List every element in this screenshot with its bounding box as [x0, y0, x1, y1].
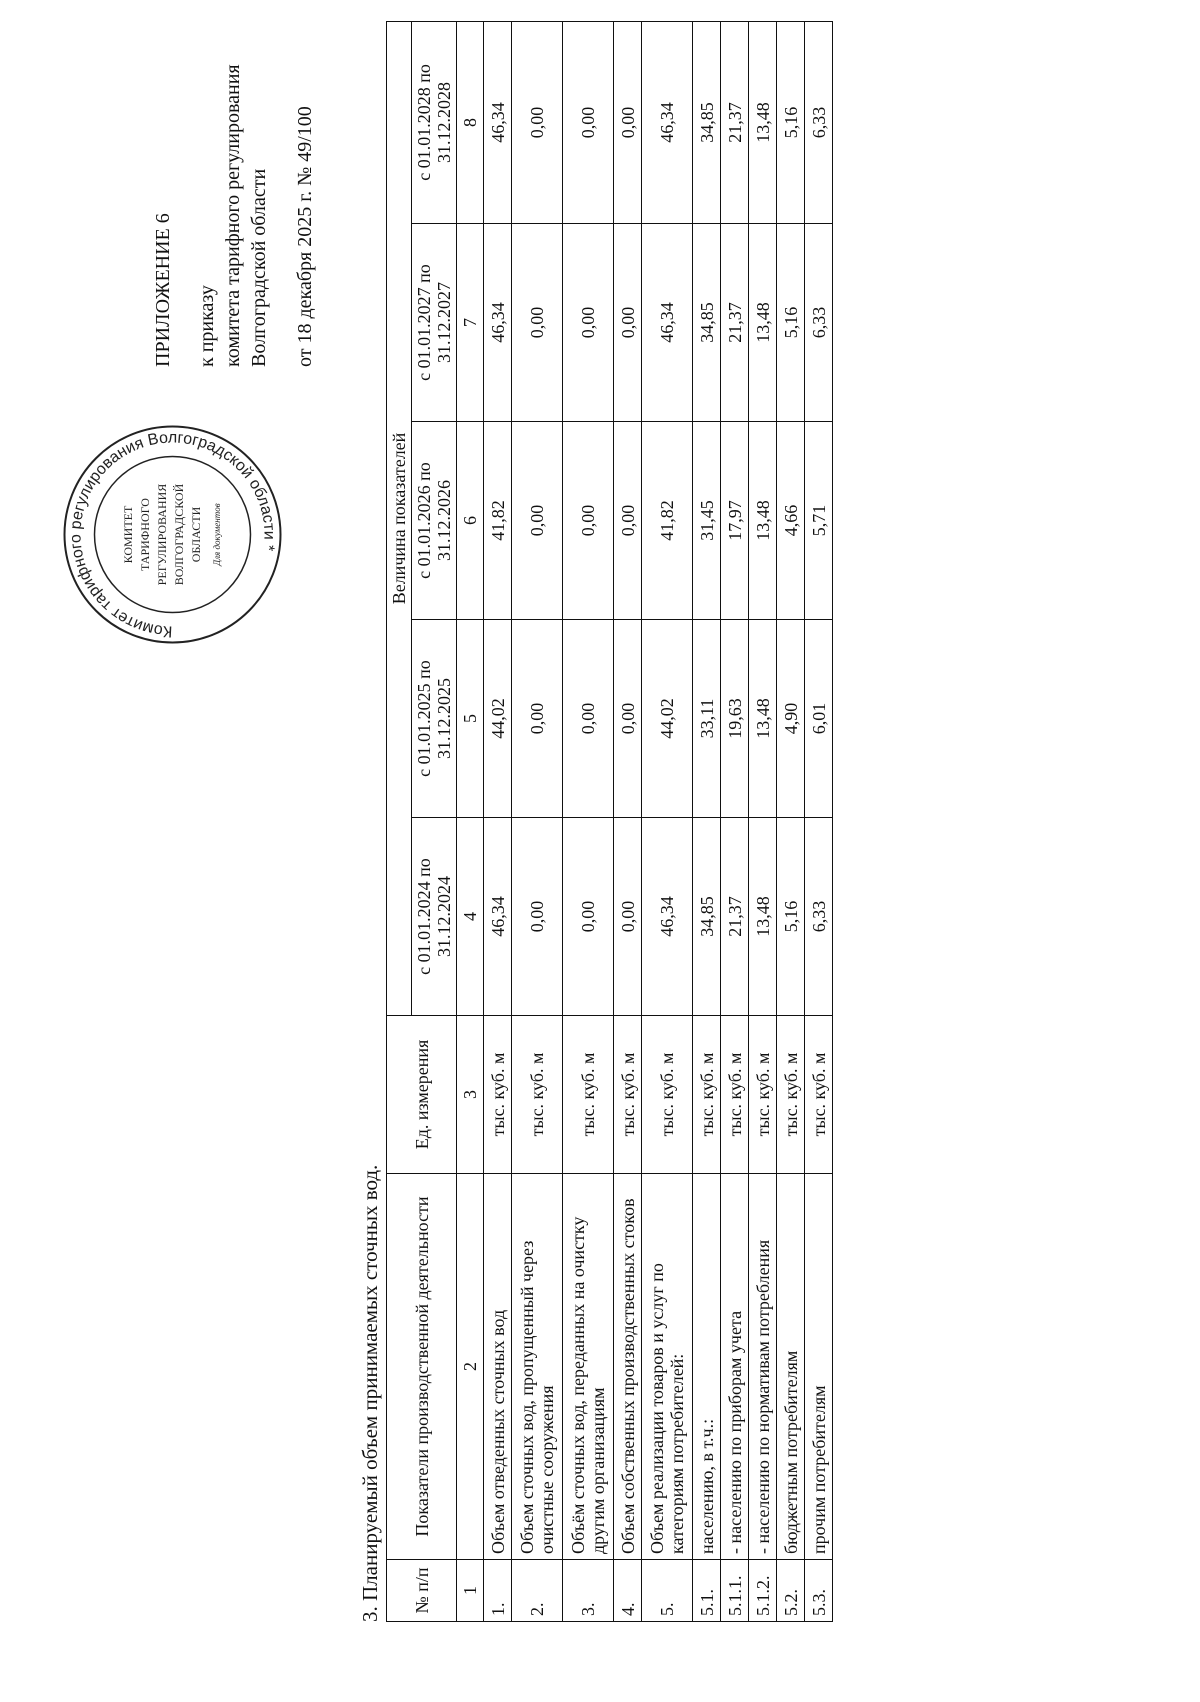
unit-cell: тыс. куб. м — [721, 1016, 749, 1174]
value-cell: 21,37 — [721, 818, 749, 1016]
order-date: от 18 декабря 2025 г. № 49/100 — [294, 106, 316, 367]
indicator-name: - населению по нормативам потребления — [749, 1174, 777, 1560]
appendix-title: ПРИЛОЖЕНИЕ 6 — [152, 213, 174, 367]
unit-cell: тыс. куб. м — [614, 1016, 642, 1174]
value-cell: 4,90 — [777, 620, 805, 818]
unit-cell: тыс. куб. м — [777, 1016, 805, 1174]
row-number: 5.1.1. — [721, 1560, 749, 1622]
column-index: 4 — [457, 818, 484, 1016]
unit-cell: тыс. куб. м — [512, 1016, 563, 1174]
value-cell: 0,00 — [563, 224, 614, 422]
section-title: 3. Планируемый объем принимаемых сточных вод. — [358, 1164, 382, 1622]
indicator-name: Объём сточных вод, переданных на очистку другим организациям — [563, 1174, 614, 1560]
value-cell: 0,00 — [614, 422, 642, 620]
table-row — [614, 21, 642, 1621]
table-row — [563, 21, 614, 1621]
value-cell: 0,00 — [512, 620, 563, 818]
value-cell: 46,34 — [484, 224, 512, 422]
value-cell: 0,00 — [614, 818, 642, 1016]
header-indicator: Показатели производственной деятельности — [387, 1174, 457, 1560]
indicator-name: бюджетным потребителям — [777, 1174, 805, 1560]
indicator-name: Объем сточных вод, пропущенный через очистные сооружения — [512, 1174, 563, 1560]
value-cell: 0,00 — [614, 21, 642, 223]
value-cell: 0,00 — [512, 224, 563, 422]
column-index: 3 — [457, 1016, 484, 1174]
column-index-row — [457, 21, 484, 1621]
value-cell: 46,34 — [484, 21, 512, 223]
row-number: 5.3. — [805, 1560, 833, 1622]
unit-cell: тыс. куб. м — [693, 1016, 721, 1174]
value-cell: 21,37 — [721, 21, 749, 223]
stamp-line-2: ТАРИФНОГО — [138, 498, 152, 571]
unit-cell: тыс. куб. м — [805, 1016, 833, 1174]
value-cell: 0,00 — [614, 620, 642, 818]
value-cell: 6,33 — [805, 224, 833, 422]
value-cell: 31,45 — [693, 422, 721, 620]
value-cell: 34,85 — [693, 224, 721, 422]
value-cell: 21,37 — [721, 224, 749, 422]
column-index: 6 — [457, 422, 484, 620]
table-row — [721, 21, 749, 1621]
row-number: 5. — [642, 1560, 693, 1622]
table-row — [777, 21, 805, 1621]
value-cell: 41,82 — [484, 422, 512, 620]
table-row — [805, 21, 833, 1621]
row-number: 1. — [484, 1560, 512, 1622]
stamp-line-4: ВОЛГОГРАДСКОЙ — [172, 483, 186, 586]
unit-cell: тыс. куб. м — [484, 1016, 512, 1174]
header-period: с 01.01.2028 по 31.12.2028 — [412, 21, 457, 223]
value-cell: 0,00 — [614, 224, 642, 422]
column-index: 2 — [457, 1174, 484, 1560]
header-num: № п/п — [387, 1560, 457, 1622]
value-cell: 0,00 — [563, 21, 614, 223]
indicator-name: Объем отведенных сточных вод — [484, 1174, 512, 1560]
header-period: с 01.01.2024 по 31.12.2024 — [412, 818, 457, 1016]
stamp-line-6: Для документов — [212, 503, 222, 566]
value-cell: 13,48 — [749, 422, 777, 620]
table-row — [749, 21, 777, 1621]
value-cell: 0,00 — [512, 21, 563, 223]
value-cell: 46,34 — [642, 818, 693, 1016]
value-cell: 5,16 — [777, 818, 805, 1016]
stamp-line-5: ОБЛАСТИ — [189, 506, 203, 563]
header-period: с 01.01.2027 по 31.12.2027 — [412, 224, 457, 422]
row-number: 2. — [512, 1560, 563, 1622]
value-cell: 0,00 — [512, 422, 563, 620]
stamp-ring-text: Комитет тарифного регулирования Волгоградской области * — [67, 429, 278, 640]
value-cell: 44,02 — [484, 620, 512, 818]
value-cell: 0,00 — [512, 818, 563, 1016]
wastewater-volume-table — [386, 21, 833, 1622]
row-number: 5.2. — [777, 1560, 805, 1622]
column-index: 1 — [457, 1560, 484, 1622]
value-cell: 34,85 — [693, 818, 721, 1016]
header-period: с 01.01.2025 по 31.12.2025 — [412, 620, 457, 818]
table-row — [642, 21, 693, 1621]
table-row — [512, 21, 563, 1621]
value-cell: 13,48 — [749, 21, 777, 223]
row-number: 3. — [563, 1560, 614, 1622]
table-row — [484, 21, 512, 1621]
table-row — [693, 21, 721, 1621]
value-cell: 13,48 — [749, 224, 777, 422]
indicator-name: Объем реализации товаров и услуг по категориям потребителей: — [642, 1174, 693, 1560]
column-index: 8 — [457, 21, 484, 223]
unit-cell: тыс. куб. м — [563, 1016, 614, 1174]
value-cell: 0,00 — [563, 620, 614, 818]
unit-cell: тыс. куб. м — [749, 1016, 777, 1174]
header-unit: Ед. измерения — [387, 1016, 457, 1174]
indicator-name: Объем собственных производственных стоков — [614, 1174, 642, 1560]
value-cell: 19,63 — [721, 620, 749, 818]
unit-cell: тыс. куб. м — [642, 1016, 693, 1174]
value-cell: 44,02 — [642, 620, 693, 818]
header-values-group: Величина показателей — [387, 21, 412, 1015]
value-cell: 34,85 — [693, 21, 721, 223]
value-cell: 5,16 — [777, 21, 805, 223]
column-index: 7 — [457, 224, 484, 422]
header-row-top — [387, 21, 412, 1621]
value-cell: 46,34 — [642, 224, 693, 422]
region-name: Волгоградской области — [248, 168, 270, 367]
value-cell: 13,48 — [749, 818, 777, 1016]
value-cell: 5,71 — [805, 422, 833, 620]
row-number: 5.1. — [693, 1560, 721, 1622]
value-cell: 46,34 — [642, 21, 693, 223]
committee-name: комитета тарифного регулирования — [222, 64, 244, 367]
order-reference: к приказу — [196, 285, 218, 367]
value-cell: 6,33 — [805, 21, 833, 223]
value-cell: 46,34 — [484, 818, 512, 1016]
value-cell: 0,00 — [563, 422, 614, 620]
value-cell: 6,33 — [805, 818, 833, 1016]
value-cell: 5,16 — [777, 224, 805, 422]
indicator-name: прочим потребителям — [805, 1174, 833, 1560]
value-cell: 13,48 — [749, 620, 777, 818]
header-period: с 01.01.2026 по 31.12.2026 — [412, 422, 457, 620]
value-cell: 17,97 — [721, 422, 749, 620]
value-cell: 0,00 — [563, 818, 614, 1016]
row-number: 4. — [614, 1560, 642, 1622]
official-stamp — [60, 422, 285, 647]
value-cell: 33,11 — [693, 620, 721, 818]
column-index: 5 — [457, 620, 484, 818]
indicator-name: - населению по приборам учета — [721, 1174, 749, 1560]
value-cell: 6,01 — [805, 620, 833, 818]
value-cell: 4,66 — [777, 422, 805, 620]
table-body — [457, 21, 833, 1621]
row-number: 5.1.2. — [749, 1560, 777, 1622]
stamp-line-3: РЕГУЛИРОВАНИЯ — [155, 483, 169, 586]
value-cell: 41,82 — [642, 422, 693, 620]
appendix-header — [150, 64, 318, 367]
indicator-name: населению, в т.ч.: — [693, 1174, 721, 1560]
stamp-line-1: КОМИТЕТ — [121, 505, 135, 564]
wastewater-volume-table-wrap — [386, 22, 833, 1622]
